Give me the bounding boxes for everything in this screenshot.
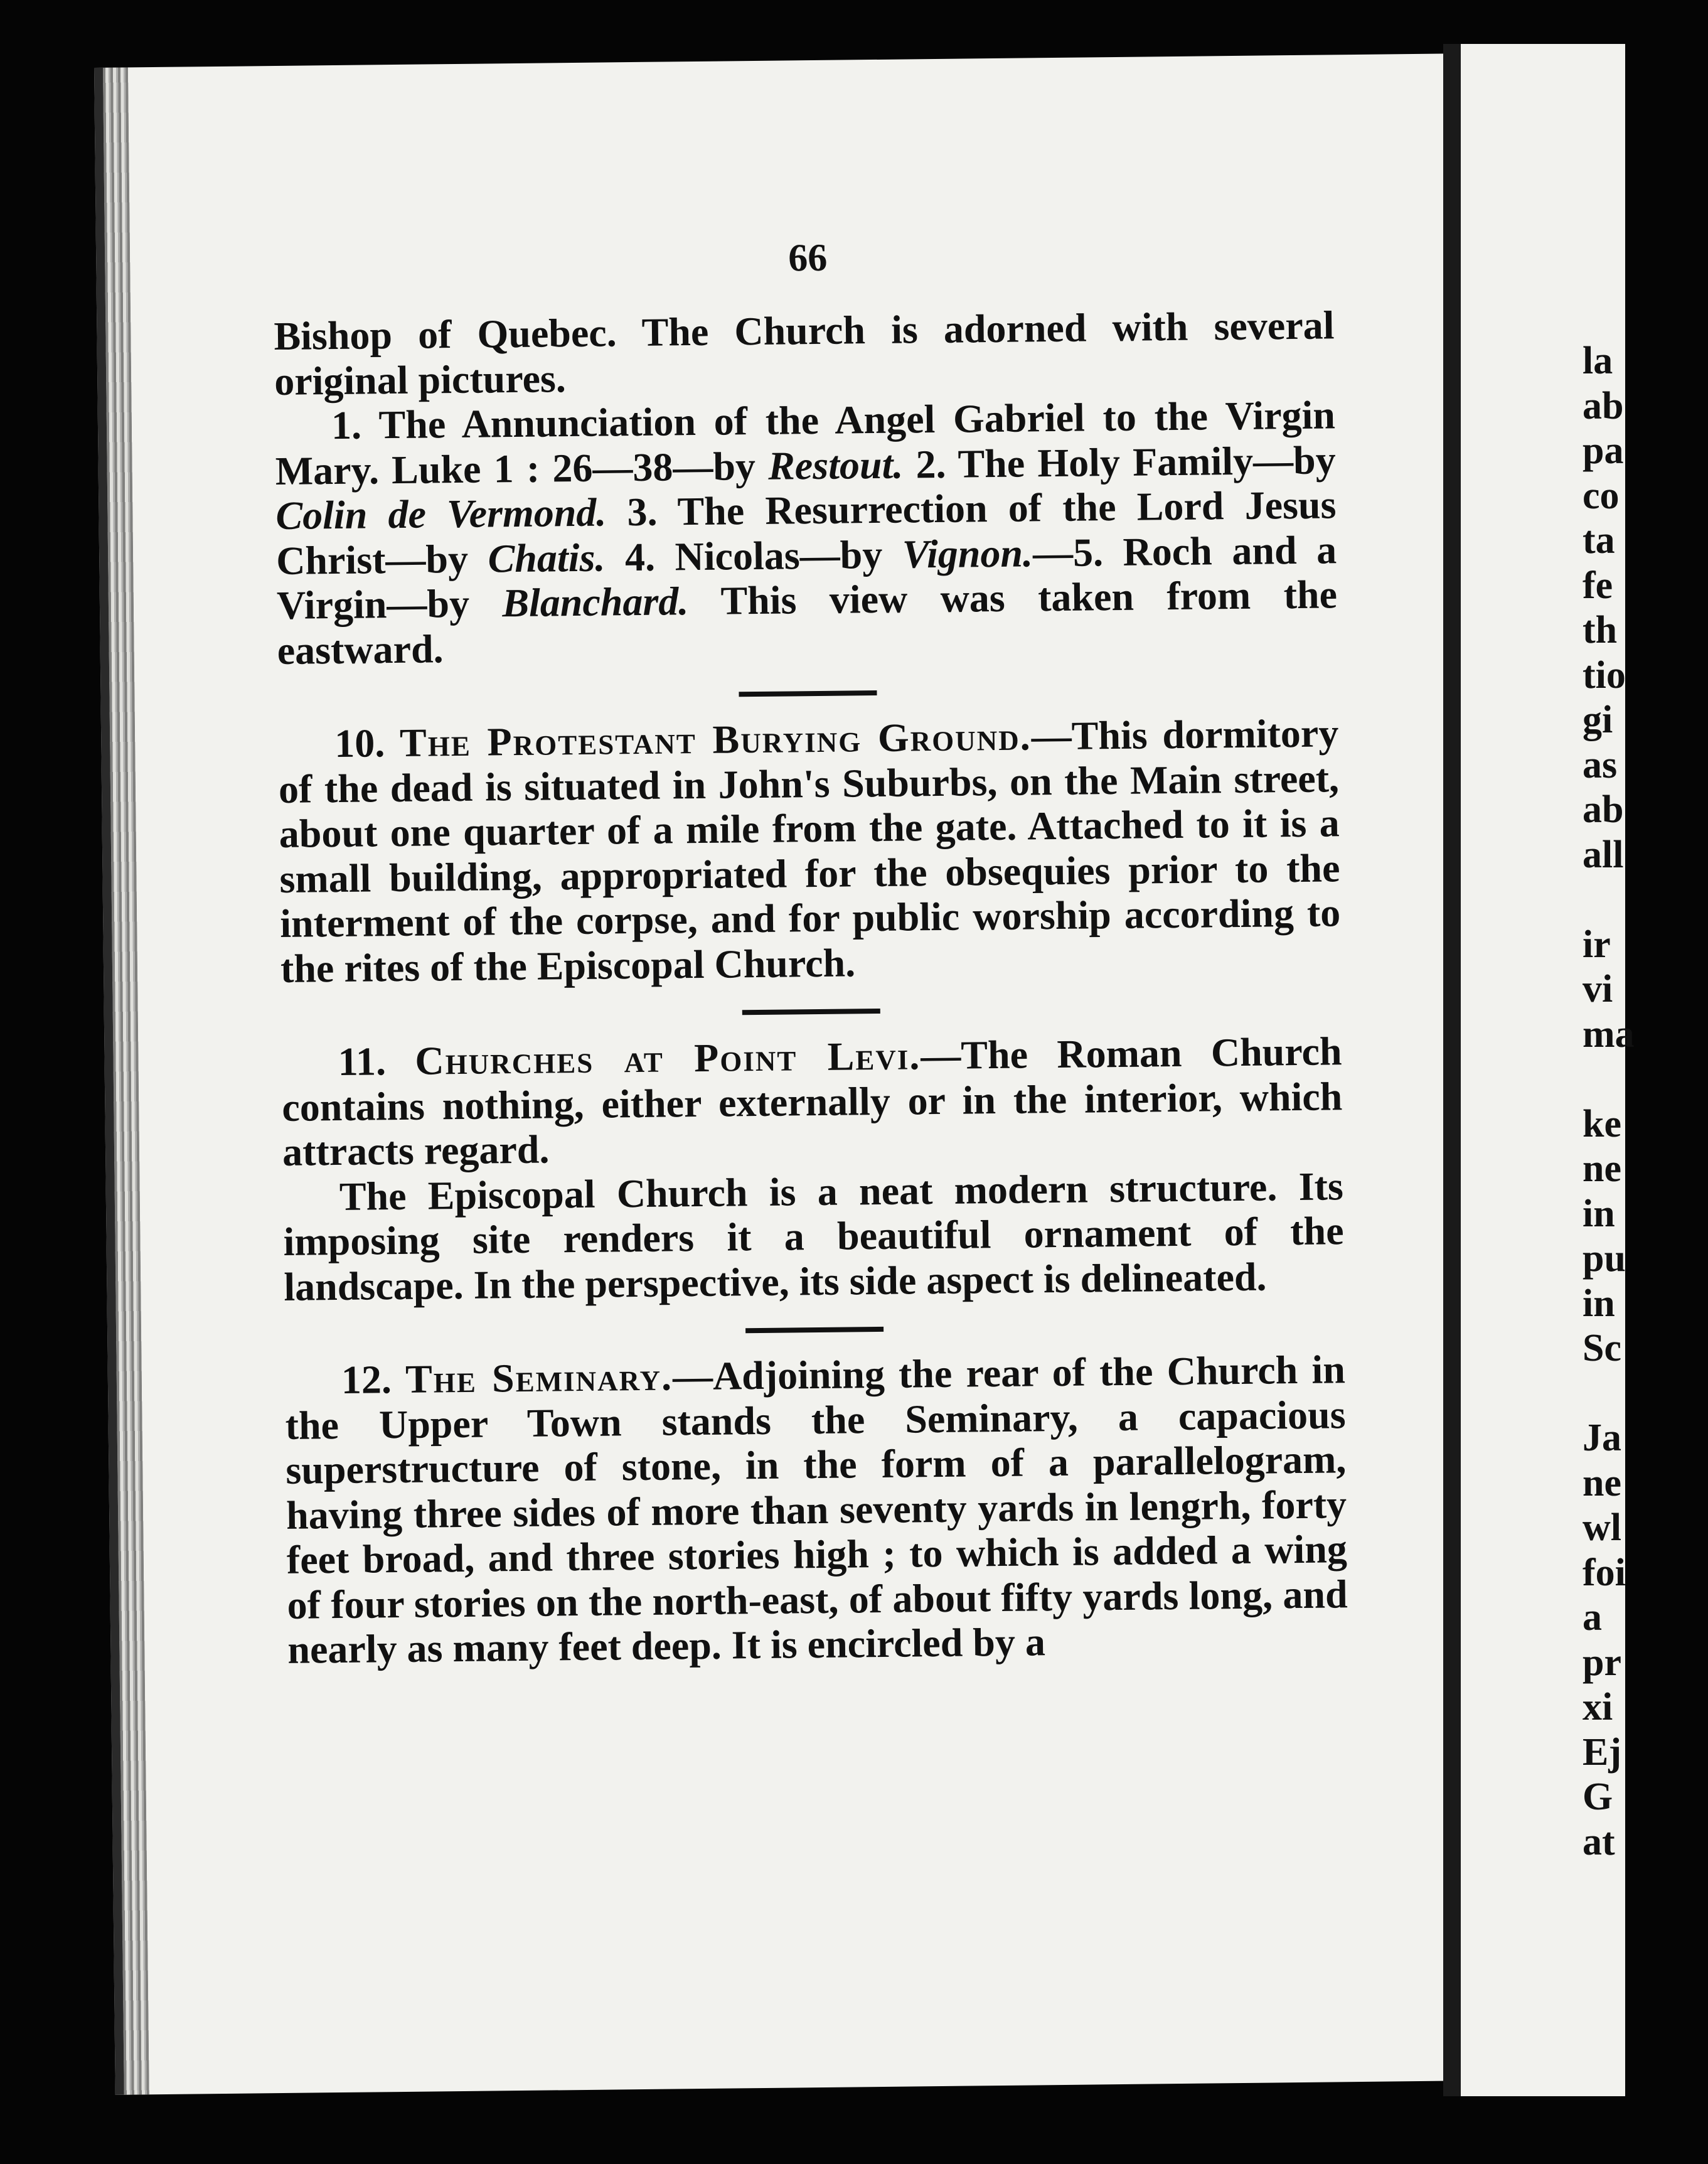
text-run: 3. The Resurrection of the Lord Jesus Christ—by	[275, 482, 1337, 583]
right-page-line-fragment: at	[1583, 1820, 1615, 1863]
right-page-text-fragments	[1583, 339, 1708, 1865]
right-page-line-fragment	[1583, 1371, 1708, 1417]
right-page-line-fragment: ta	[1583, 519, 1615, 562]
right-page-line-fragment: ab	[1583, 384, 1624, 427]
paragraph-pictures-list	[275, 392, 1338, 673]
page-gutter-shadow	[1443, 44, 1461, 2096]
right-page-line-fragment: tio	[1583, 653, 1626, 697]
text-run: 4. Nicolas—by	[605, 532, 903, 580]
right-page-line-fragment: Ja	[1583, 1417, 1621, 1459]
right-page-line-fragment: ne	[1583, 1147, 1621, 1190]
section-divider	[739, 690, 877, 697]
right-page-line-fragment: pr	[1583, 1641, 1621, 1684]
section-divider	[745, 1327, 883, 1333]
section-11-churches-point-levi	[281, 1029, 1343, 1174]
right-page-line-fragment	[1583, 877, 1708, 923]
section-divider	[742, 1009, 880, 1015]
paragraph-bishop	[274, 303, 1335, 404]
section-10-protestant-burying-ground	[278, 710, 1341, 991]
painter-name: Chatis.	[488, 535, 606, 581]
text-line: several original pictures.	[274, 303, 1335, 404]
right-page-line-fragment: pa	[1583, 429, 1624, 472]
right-page-line-fragment: la	[1583, 340, 1613, 382]
paragraph-episcopal-church	[282, 1164, 1344, 1309]
right-page-line-fragment: wl	[1583, 1506, 1621, 1549]
left-book-page	[94, 53, 1472, 2094]
section-heading: The Seminary.	[405, 1354, 673, 1401]
right-page-line-fragment: a	[1583, 1596, 1602, 1639]
text-run: This view was taken from the eastward.	[277, 572, 1338, 673]
book-spine	[103, 67, 149, 2094]
text-run: —5. Roch and a Virgin—by	[276, 527, 1337, 628]
painter-name: Colin de Vermond.	[275, 490, 607, 538]
painter-name: Restout.	[767, 442, 904, 488]
section-12-seminary	[285, 1347, 1348, 1672]
right-page-line-fragment: co	[1583, 474, 1620, 517]
right-page-line-fragment: as	[1583, 743, 1618, 786]
right-page-line-fragment: xi	[1583, 1686, 1613, 1728]
page-number: 66	[787, 236, 828, 280]
right-book-page-edge	[1443, 44, 1635, 2096]
right-page-line-fragment: fe	[1583, 564, 1613, 607]
right-page-line-fragment: foi	[1583, 1551, 1626, 1594]
right-page-line-fragment: ab	[1583, 788, 1624, 831]
section-heading: Churches at Point Levi.	[415, 1033, 921, 1083]
text-run: 1. The Annunciation of the Angel Gabriel to the Virgin Mary. Luke 1 : 26—38—by	[275, 392, 1336, 493]
right-page-line-fragment: pu	[1583, 1237, 1626, 1280]
right-page-line-fragment: G	[1583, 1776, 1613, 1818]
right-page-line-fragment: th	[1583, 609, 1618, 651]
section-heading: The Protestant Burying Ground.	[399, 714, 1032, 765]
paragraph-text: The Episcopal Church is a neat modern structure. Its imposing site renders it a beautiful ornament of the landscape. In the perspective, its side aspect is delineated.	[283, 1163, 1344, 1309]
right-page-line-fragment: vi	[1583, 968, 1613, 1010]
right-page-line-fragment: all	[1583, 833, 1624, 876]
painter-name: Blanchard.	[501, 579, 689, 626]
section-body: —The Roman Church contains nothing, either externally or in the interior, which attracts regard.	[281, 1029, 1343, 1174]
right-page-line-fragment: in	[1583, 1192, 1615, 1235]
right-page-line-fragment: Ej	[1583, 1730, 1621, 1774]
section-number: 11.	[338, 1038, 415, 1085]
right-page-line-fragment: ma	[1583, 1012, 1635, 1056]
painter-name: Vignon.	[902, 530, 1033, 577]
section-body: —Adjoining the rear of the Church in the Upper Town stands the Seminary, a capacious superstructure of stone, in the form of a parallelogram, having three sides of more than seventy yards in lengrh, forty feet broad, and three stories high ; to which is added a wing of four stories on the north-east, of about fifty yards long, and nearly as many feet deep. It is encircled by a	[285, 1347, 1348, 1672]
text-line: Bishop of Quebec. The Church is adorned with	[274, 304, 1188, 359]
section-number: 10.	[334, 720, 400, 766]
right-page-line-fragment: ne	[1583, 1461, 1621, 1504]
right-page-line-fragment: Sc	[1583, 1327, 1621, 1369]
right-page-line-fragment: gi	[1583, 699, 1613, 741]
page-body	[274, 303, 1348, 1672]
section-number: 12.	[341, 1356, 406, 1402]
right-page-line-fragment	[1583, 1057, 1708, 1102]
right-page-line-fragment: ir	[1583, 923, 1611, 966]
section-body: —This dormitory of the dead is situated in John's Suburbs, on the Main street, about one quarter of a mile from the gate. Attached to it is a small building, appropriated for the obsequies prior to the interment of the corpse, and for public worship according to the rites of the Episcopal Church.	[278, 710, 1341, 991]
text-run: 2. The Holy Family—by	[902, 437, 1337, 487]
right-page-line-fragment: in	[1583, 1282, 1615, 1325]
right-page-line-fragment: ke	[1583, 1102, 1621, 1145]
